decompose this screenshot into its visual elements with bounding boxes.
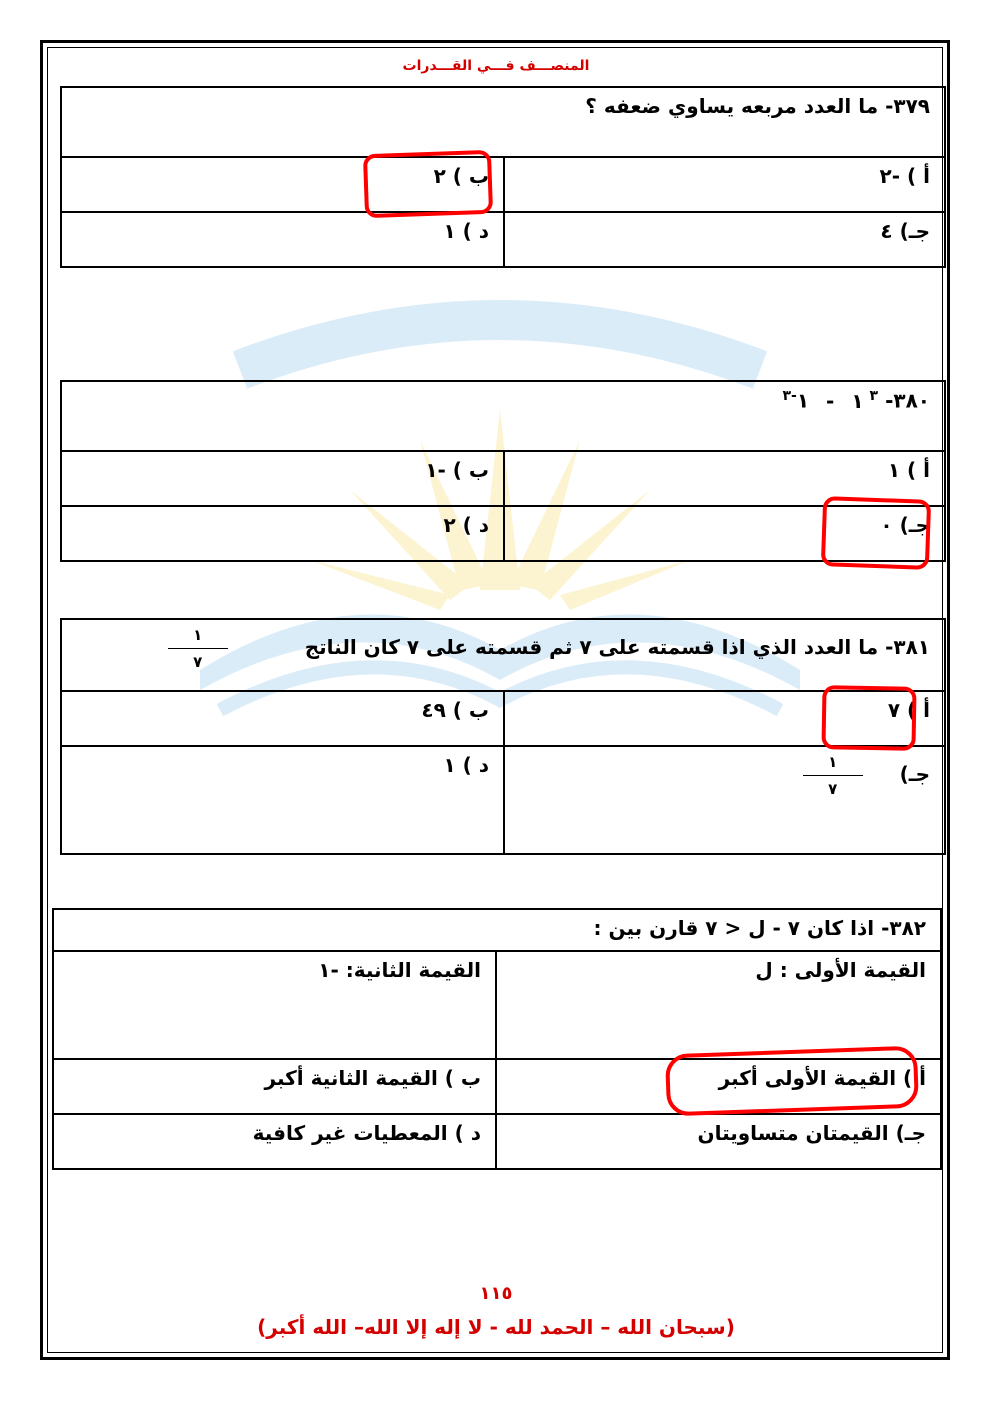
option-a: أ ) ٧ <box>504 691 945 746</box>
option-a: أ ) ١ <box>504 451 945 506</box>
question-text: ٣٨٢- اذا كان ٧ - ل < ٧ قارن بين : <box>53 909 941 951</box>
option-c <box>504 746 945 854</box>
result-numerator: ١ <box>193 626 203 644</box>
result-denominator: ٧ <box>193 653 203 671</box>
option-b: ب ) ٤٩ <box>61 691 504 746</box>
question-text <box>61 381 945 451</box>
expression-base-1: ١ <box>851 388 864 413</box>
option-d: د ) ١ <box>61 212 504 267</box>
option-a: أ ) القيمة الأولى أكبر <box>496 1059 941 1114</box>
fraction-bar <box>168 648 228 649</box>
option-c-denominator: ٧ <box>828 780 838 798</box>
expression-base-2: ١ <box>796 388 810 413</box>
value-second: القيمة الثانية: -١ <box>53 951 496 1059</box>
option-d: د ) المعطيات غير كافية <box>53 1114 496 1169</box>
option-c: جـ) القيمتان متساويتان <box>496 1114 941 1169</box>
page-header: المنصـــف فـــي القـــدرات <box>402 58 590 74</box>
expression-minus: - <box>826 388 835 413</box>
expression-exponent-1: ٣ <box>869 388 879 404</box>
option-b: ب ) -١ <box>61 451 504 506</box>
fraction-bar <box>803 775 863 776</box>
option-c-label: جـ) <box>899 762 930 786</box>
result-fraction <box>168 626 228 671</box>
value-first: القيمة الأولى : ل <box>496 951 941 1059</box>
option-b: ب ) ٢ <box>61 157 504 212</box>
question-381 <box>60 618 946 855</box>
question-text-main: ٣٨١- ما العدد الذي اذا قسمته على ٧ ثم قسمته على ٧ كان الناتج <box>304 635 930 659</box>
question-380 <box>60 380 946 562</box>
expression-exponent-2: -٣ <box>782 388 797 404</box>
option-c: جـ) ٠ <box>504 506 945 561</box>
option-b: ب ) القيمة الثانية أكبر <box>53 1059 496 1114</box>
page-number: ١١٥ <box>479 1283 513 1304</box>
question-number: ٣٨٠- <box>885 388 930 413</box>
option-c-fraction <box>803 753 863 798</box>
question-text: ٣٧٩- ما العدد مربعه يساوي ضعفه ؟ <box>61 87 945 157</box>
question-379 <box>60 86 946 268</box>
option-d: د ) ١ <box>61 746 504 854</box>
answer-highlight <box>821 496 931 570</box>
option-d: د ) ٢ <box>61 506 504 561</box>
answer-highlight <box>821 685 916 751</box>
answer-highlight <box>665 1046 919 1117</box>
question-text <box>61 619 945 691</box>
option-c: جـ) ٤ <box>504 212 945 267</box>
question-382 <box>52 908 942 1170</box>
answer-highlight <box>363 150 493 218</box>
option-c-numerator: ١ <box>828 753 838 771</box>
option-a: أ ) -٢ <box>504 157 945 212</box>
footer-text: (سبحان الله – الحمد لله - لا إله إلا الله– الله أكبر) <box>257 1315 735 1339</box>
